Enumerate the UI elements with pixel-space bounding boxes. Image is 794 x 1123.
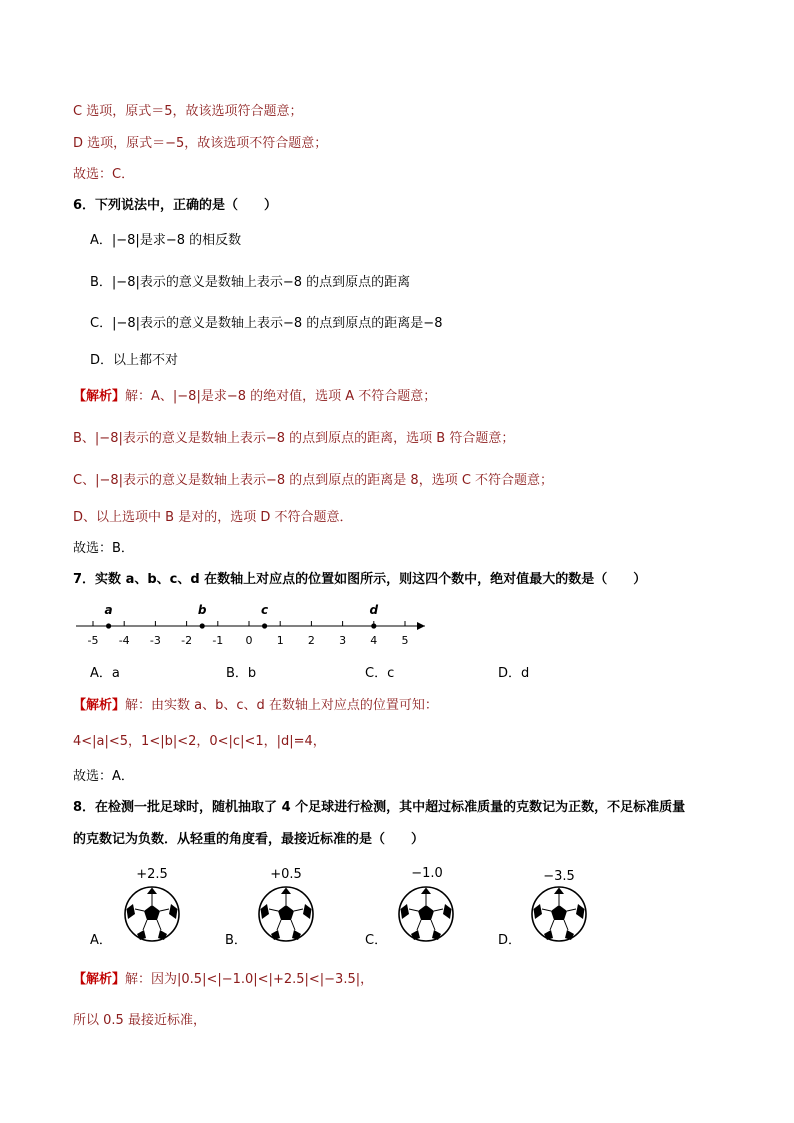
number-line-point-label: b: [197, 603, 207, 617]
q7-option-d: D．d: [498, 666, 530, 681]
q6-analysis-line-2: B、|−8|表示的意义是数轴上表示−8 的点到原点的距离，选项 B 符合题意；: [73, 431, 515, 446]
q8-analysis-line-2: 所以 0.5 最接近标准，: [73, 1013, 206, 1028]
analysis-tag: 【解析】: [73, 698, 126, 713]
number-line-point-label: c: [261, 603, 269, 617]
number-line-tick-label: -2: [181, 634, 193, 647]
number-line-tick-label: -1: [212, 634, 224, 647]
q8-stem-line-2: 的克数记为负数．从轻重的角度看，最接近标准的是（ ）: [73, 832, 425, 847]
q6-analysis-line-3: C、|−8|表示的意义是数轴上表示−8 的点到原点的距离是 8，选项 C 不符合题意；: [73, 473, 554, 488]
ball-option-letter: D．: [498, 933, 522, 948]
q7-analysis-line-1: [73, 698, 438, 714]
q8-analysis-line-1: [73, 972, 373, 988]
q7-analysis-text-1: 解：由实数 a、b、c、d 在数轴上对应点的位置可知：: [125, 698, 438, 713]
q6-stem: 6．下列说法中，正确的是（ ）: [73, 198, 278, 213]
analysis-tag: 【解析】: [73, 389, 126, 404]
number-line-tick-label: 2: [307, 634, 315, 647]
q8-stem-line-1: 8．在检测一批足球时，随机抽取了 4 个足球进行检测，其中超过标准质量的克数记为正数，不足标准质量: [73, 800, 686, 815]
ball-value-label: −3.5: [543, 869, 575, 884]
q7-option-b: B．b: [226, 666, 257, 681]
prev-option-c-line: C 选项，原式＝5，故该选项符合题意；: [73, 104, 303, 119]
q7-option-a: A．a: [90, 666, 120, 681]
ball-value-label: −1.0: [411, 866, 443, 881]
q6-analysis-line-1: [73, 389, 436, 405]
q7-answer: 故选：A．: [73, 769, 134, 784]
number-line-point: [262, 623, 267, 628]
number-line-point-label: a: [104, 603, 113, 617]
number-line-tick-label: 0: [245, 634, 253, 647]
number-line-arrow: [417, 622, 425, 630]
q7-analysis-line-2: 4<|a|<5，1<|b|<2，0<|c|<1，|d|=4，: [73, 734, 326, 749]
number-line-point: [371, 623, 376, 628]
ball-value-label: +2.5: [136, 867, 168, 882]
number-line-tick-label: -3: [149, 634, 161, 647]
q6-option-b: B．|−8|表示的意义是数轴上表示−8 的点到原点的距离: [90, 275, 411, 290]
q7-option-c: C．c: [365, 666, 395, 681]
number-line-point: [106, 623, 111, 628]
q6-analysis-line-4: D、以上选项中 B 是对的，选项 D 不符合题意．: [73, 510, 353, 525]
soccer-ball-icon: [530, 885, 588, 943]
number-line-point-label: d: [369, 603, 379, 617]
q7-stem: 7．实数 a、b、c、d 在数轴上对应点的位置如图所示，则这四个数中，绝对值最大的数是（ ）: [73, 572, 647, 587]
number-line-tick-label: 3: [339, 634, 347, 647]
analysis-tag: 【解析】: [73, 972, 126, 987]
q6-option-d: D．以上都不对: [90, 353, 179, 368]
prev-answer: 故选：C．: [73, 167, 135, 182]
q7-number-line: [70, 598, 430, 654]
q6-answer: 故选：B．: [73, 541, 134, 556]
number-line-tick-label: 1: [276, 634, 284, 647]
prev-option-d-line: D 选项，原式＝−5，故该选项不符合题意；: [73, 136, 328, 151]
q6-option-c: C．|−8|表示的意义是数轴上表示−8 的点到原点的距离是−8: [90, 316, 443, 331]
number-line-tick-label: 5: [401, 634, 409, 647]
q6-analysis-text-1: 解：A、|−8|是求−8 的绝对值，选项 A 不符合题意；: [125, 389, 437, 404]
number-line-tick-label: 4: [370, 634, 378, 647]
q6-option-a: A．|−8|是求−8 的相反数: [90, 233, 242, 248]
soccer-ball-icon: [397, 885, 455, 943]
number-line-point: [200, 623, 205, 628]
soccer-ball-icon: [123, 885, 181, 943]
soccer-ball-icon: [257, 885, 315, 943]
ball-option-letter: A．: [90, 933, 112, 948]
number-line-tick-label: -4: [118, 634, 130, 647]
ball-value-label: +0.5: [270, 867, 302, 882]
number-line-tick-label: -5: [87, 634, 99, 647]
ball-option-letter: C．: [365, 933, 388, 948]
q8-analysis-text-1: 解：因为|0.5|<|−1.0|<|+2.5|<|−3.5|，: [125, 972, 374, 987]
ball-option-letter: B．: [225, 933, 247, 948]
